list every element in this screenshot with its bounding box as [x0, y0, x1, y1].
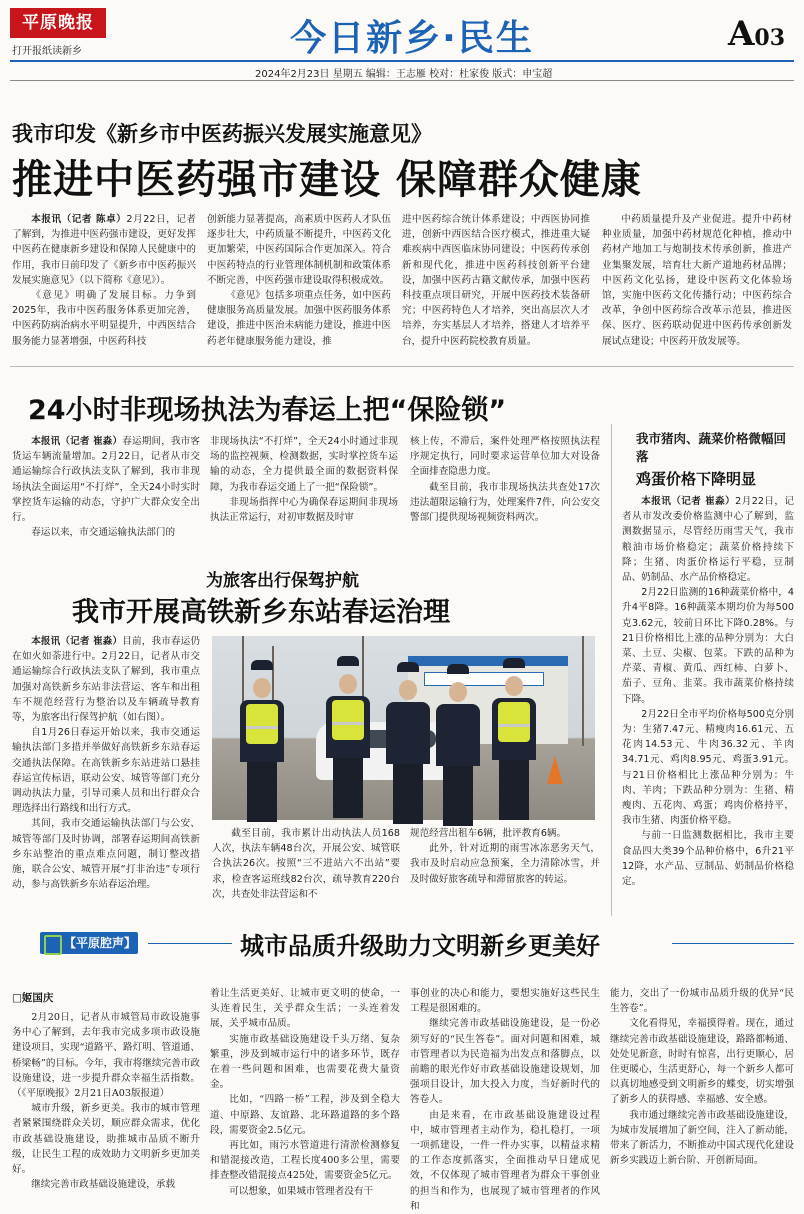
article3-col2: 截至目前，我市累计出动执法人员168人次，执法车辆48台次，开展公安、城管联合执法26次。按照“三不进站六不出站”要求，检查客运班线82台次，疏导教育220台次，共查处非法营运和不 [212, 828, 400, 900]
banner-line-left [148, 943, 232, 944]
news-photo-station-officers [212, 636, 595, 820]
article1-col3: 进中医药综合统计体系建设；中西医协同推进，创新中西医结合医疗模式，推进重大疑难疾病中西医临床协同建设；中医药传承创新和现代化，推进中医药科技创新平台建设，加强中医药古籍文献传承，加强中医药科技重点项目研究，开展中医药技术装备研究；中医药特色人才培养，突出高层次人才培养，夯实基层人才培养，搭建人才培养平台，提升中医药院校教育质量。 [402, 214, 590, 347]
section-divider [10, 366, 794, 367]
traffic-cone [547, 756, 563, 784]
page-letter: A [728, 14, 755, 54]
sidebar-headline: 鸡蛋价格下降明显 [636, 470, 757, 488]
article1-kicker: 我市印发《新乡市中医药振兴发展实施意见》 [12, 121, 432, 146]
column-col1: 2月20日，记者从市城管局市政设施事务中心了解到，去年我市完成多项市政设施建设项目，实现“道路平、路灯明、管道通、桥梁畅”的目标。今年，我市将继续完善市政设施建设，进一步提升群众幸福生活指数。（《平原晚报》2月21日A03版报道） 城市升级，新乡更美。我市的城市管理者紧紧围绕群众关切，顺应群众需求，优化市政基础设施建设，助推城市品质不断升级，让民生工程的成效助力文明新乡更加美好。 继续完善市政基础设施建设，承载 [12, 1012, 200, 1191]
article2-col2: 非现场执法“不打烊”，全天24小时通过非现场的监控视频、检测数据，实时掌控货车运输的动态，全力提供最全面的数据资料保障，为我市春运交通上了一把“保险锁”。 非现场指挥中心为确保春运期间非现场执法正常运行，对初审数据及时审 [210, 436, 398, 524]
article2-col1: 本报讯（记者 崔淼）春运期间，我市客货运车辆流量增加。2月22日，记者从市交通运输综合行政执法支队了解到，我市非现场执法全面运用“不打烊”，全天24小时实时掌控货车运输的动态，守护广大群众安全出行。 春运以来，市交通运输执法部门的 [12, 436, 201, 539]
masthead-rule [10, 60, 794, 62]
banner-line-right [672, 943, 794, 944]
sidebar-kicker: 我市猪肉、蔬菜价格微幅回落 [636, 431, 787, 464]
article2-headline: 24小时非现场执法为春运上把“保险锁” [28, 395, 507, 426]
article1-byline: 本报讯（记者 陈卓） [31, 214, 127, 225]
column-col2: 着让生活更美好、让城市更文明的使命，一头连着民生，关乎群众生活；一头连着发展，关乎城市品质。 实施市政基础设施建设千头万绪、复杂繁重，涉及到城市运行中的诸多环节，既存在着一些问题和困难，也需要花费大量资金。 比如，“四路一桥”工程，涉及到全稳大道、中原路、友谊路、北环路道路的多个路段，需要资金2.5亿元。 再比如，雨污水管道进行清淤检测修复和错混接改造，工程长度400多公里，需要排查整改错混接点425处，需要资金5亿元。 可以想象，如果城市管理者没有干 [210, 988, 400, 1197]
masthead-rule-thin [10, 80, 794, 81]
article3-kicker: 为旅客出行保驾护航 [206, 571, 359, 591]
logo-slogan: 打开报纸读新乡 [12, 46, 82, 57]
article3-col1: 本报讯（记者 崔淼）目前，我市春运仍在如火如荼进行中。2月22日，记者从市交通运输综合行政执法支队了解到，我市重点加强对高铁新乡东站非法营运、客车和出租车不规范经营行为整治以及车辆疏导教育等，为旅客出行保驾护航（如右图）。 自1月26日春运开始以来，我市交通运输执法部门多措并举做好高铁新乡东站春运交通执法保障。在高铁新乡东站进站口悬挂春运宣传标语，联动公安、城管等部门充分调动执法力量，引导司乘人员和出行群众合理选择出行路线和出行方式。 其间，我市交通运输执法部门与公安、城管等部门及时协调，部署春运期间高铁新乡东站整治的重点难点问题，制订整改措施，联合公安、城管开展“打非治违”专项行动，参与高铁新乡东站春运治理。 [12, 636, 201, 891]
column-tag: 【平原腔声】 [40, 932, 138, 954]
column-author: □姬国庆 [12, 992, 54, 1004]
column-col4: 能力，交出了一份城市品质升级的优异“民生答卷”。 文化看得见，幸福摸得着。现在，通过继续完善市政基础设施建设，路路都畅通、处处见新意，时时有惊喜，出行更顺心，居住更暖心，生活更舒心，每一个新乡人都可以真切地感受到文明新乡的蝶变，切实增强了新乡人的获得感、幸福感、安全感。 我市通过继续完善市政基础设施建设，为城市发展增加了新空间，注入了新动能，带来了新活力，不断推动中国式现代化建设新乡实践迈上新台阶、开创新局面。 [610, 988, 794, 1167]
sidebar-body: 本报讯（记者 崔淼）2月22日，记者从市发改委价格监测中心了解到，监测数据显示，尽管经历雨雪天气，我市粮油市场价格稳定；蔬菜价格持续下降；生猪、肉蛋价格运行平稳，豆制品、奶制品、水产品价格稳定。 2月22日监测的16种蔬菜价格中，4升4平8降。16种蔬菜本期均价为每500克3.62元，较前日环比下降0.28%。与21日价格相比上涨的品种分别为：大白菜、土豆、尖椒、包菜。下跌的品种为芹菜、青椒、黄瓜、西红柿、白萝卜、茄子、豆角、韭菜。我市蔬菜价格持续下降。 2月22日全市平均价格每500克分别为：生猪7.47元、精瘦肉16.61元、五花肉14.53元、牛肉36.32元、羊肉34.71元、鸡肉8.95元、鸡蛋3.91元。与21日价格相比上涨品种分别为：牛肉、羊肉；下跌品种分别为：生猪、精瘦肉、五花肉、鸡蛋；鸡肉价格持平，我市生猪、肉蛋价格平稳。 与前一日监测数据相比，我市主要食品四大类39个品种价格中，6升21平12降，水产品、豆制品、奶制品价格稳定。 [622, 496, 795, 888]
article3-headline: 我市开展高铁新乡东站春运治理 [72, 597, 450, 628]
article3-col3: 规范经营出租车6辆，批评教育6辆。 此外，针对近期的雨雪冰冻恶劣天气，我市及时启动应急预案，全力清除冰雪，并及时做好旅客疏导和滞留旅客的转运。 [410, 828, 600, 885]
article2-col3: 核上传，不滞后，案件处理严格按照执法程序规定执行，同时要求运营单位加大对设备全面排查隐患力度。 截至目前，我市非现场执法共查处17次违法超限运输行为，处理案件7件，向公安交警部门提供现场视频资料两次。 [410, 436, 600, 524]
article1-col4: 中药质量提升及产业促进。提升中药材种业质量，加强中药材规范化种植，推动中药材产地加工与炮制技术传承创新，推进产业集聚发展，培育壮大新产道地药材品牌；中医药文化弘扬，建设中医药文化体验场馆，实施中医药文化传播行动；中医药综合改革，争创中医药综合改革示范县，推进医保、医疗、医药联动促进中医药传承创新发展试点建设；中医药开放发展等。 [602, 214, 792, 347]
newspaper-logo: 平原晚报 [10, 8, 106, 38]
dateline: 2024年2月23日 星期五 编辑：王志雁 校对：杜家俊 版式：申宝超 [255, 69, 553, 80]
column-col3: 事创业的决心和能力，要想实施好这些民生工程是很困难的。 继续完善市政基础设施建设，是一份必须写好的“民生答卷”。面对问题和困难，城市管理者以为民造福为出发点和落脚点，以前瞻的眼光作好市政基础设施建设规划，加强项目设计，加大投入力度，当好新时代的答卷人。 由是来看，在市政基础设施建设过程中，城市管理者主动作为，稳扎稳打，一项一项抓建设，一件一件办实事，以精益求精的工作态度抓落实，全面推动早日建成见效，不仅体现了城市管理者为群众干事创业的担当和作为，也展现了城市管理者的作风和 [410, 988, 600, 1212]
page-digits: 03 [754, 25, 786, 51]
article1-col2: 创新能力显著提高，高素质中医药人才队伍逐步壮大，中药质量不断提升，中医药文化更加繁荣，中医药国际合作更加深入。符合中医药特点的行业管理体制机制和政策体系不断完善，中医药强市建设取得积极成效。 《意见》包括多项重点任务，如中医药健康服务高质量发展。加强中医药服务体系建设，推进中医治未病能力建设，推进中医药老年健康服务能力建设，推 [207, 214, 391, 347]
article1-headline: 推进中医药强市建设 保障群众健康 [12, 157, 642, 203]
section-title: 今日新乡·民生 [290, 18, 534, 59]
page-number [728, 14, 785, 54]
masthead [0, 0, 804, 88]
column-title: 城市品质升级助力文明新乡更美好 [240, 932, 600, 960]
sidebar-divider [611, 424, 612, 916]
article1-col1: 本报讯（记者 陈卓）2月22日，记者了解到，为推进中医药强市建设，更好发挥中医药在健康新乡建设和保障人民健康中的作用，我市日前印发了《新乡市中医药振兴发展实施意见》（以下简称《意见》）。 《意见》明确了发展目标。力争到2025年，我市中医药服务体系更加完善，中医药防病治病水平明显提升，中西医结合服务能力显著增强，中医药科技 [12, 214, 197, 347]
